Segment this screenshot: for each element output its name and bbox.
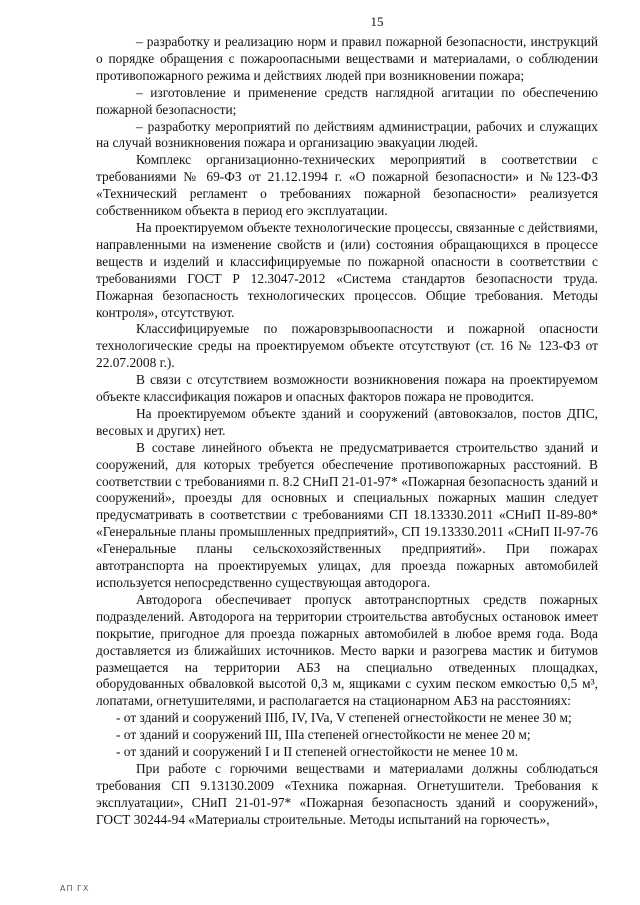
paragraph-dash-3: – разработку мероприятий по действиям администрации, рабочих и служащих на случай возникновения пожара и организацию эвакуации людей. xyxy=(96,118,598,151)
paragraph: На проектируемом объекте зданий и сооружений (автовокзалов, постов ДПС, весовых и других) нет. xyxy=(96,405,598,438)
list-item: - от зданий и сооружений IIIб, IV, IVa, V степеней огнестойкости не менее 30 м; xyxy=(116,710,572,726)
paragraph: В составе линейного объекта не предусматривается строительство зданий и сооружений, для которых требуется обеспечение противопожарных расстояний. В соответствии с требованиями п. 8.2 СНиП 21-01-97* «Пожарная безопасность зданий и сооружений», проезды для основных и специальных пожарных машин следует предусматривать в соответствии с требованиями СП 18.13330.2011 «СНиП II-89-80* «Генеральные планы промышленных предприятий», СП 19.13330.2011 «СНиП II-97-76 «Генеральные планы сельскохозяйственных предприятий». При пожарах автотранспорта на проектируемых улицах, для проезда пожарных автомобилей используется непосредственно существующая автодорога. xyxy=(96,439,598,590)
page-body xyxy=(96,34,598,829)
page-number: 15 xyxy=(370,14,384,29)
paragraph: Классифицируемые по пожаровзрывоопасности и пожарной опасности технологические среды на проектируемом объекте отсутствуют (ст. 16 № 123-ФЗ от 22.07.2008 г.). xyxy=(96,321,598,371)
paragraph: На проектируемом объекте технологические процессы, связанные с действиями, направленными на изменение свойств и (или) состояния обращающихся в процессе веществ и изделий и классифицируемые по пожарной опасности в соответствии с требованиями ГОСТ Р 12.3047-2012 «Система стандартов безопасности труда. Пожарная безопасность технологических процессов. Общие требования. Методы контроля», отсутствуют. xyxy=(96,219,598,320)
paragraph-dash-2: – изготовление и применение средств наглядной агитации по обеспечению пожарной безопасности; xyxy=(96,84,598,117)
list-item: - от зданий и сооружений III, IIIa степеней огнестойкости не менее 20 м; xyxy=(116,727,531,743)
list-item: - от зданий и сооружений I и II степеней огнестойкости не менее 10 м. xyxy=(116,744,519,760)
paragraph: Автодорога обеспечивает пропуск автотранспортных средств пожарных подразделений. Автодорога на территории строительства автобусных остановок имеет покрытие, пригодное для проезда пожарных автомобилей в любое время года. Вода доставляется из ближайших источников. Место варки и разогрева мастик и битумов размещается на территории АБЗ на специально отведенных площадках, оборудованных обваловкой высотой 0,3 м, ящиками с сухим песком емкостью 0,5 м³, лопатами, огнетушителями, и располагается на стационарном АБЗ на расстояниях: xyxy=(96,591,598,709)
paragraph: При работе с горючими веществами и материалами должны соблюдаться требования СП 9.13130.2009 «Техника пожарная. Огнетушители. Требования к эксплуатации», СНиП 21-01-97* «Пожарная безопасность зданий и сооружений», ГОСТ 30244-94 «Материалы строительные. Методы испытаний на горючесть», xyxy=(96,760,598,827)
paragraph: Комплекс организационно-технических мероприятий в соответствии с требованиями № 69-ФЗ от 21.12.1994 г. «О пожарной безопасности» и №123-ФЗ «Технический регламент о требованиях пожарной безопасности» реализуется собственником объекта в период его эксплуатации. xyxy=(96,152,598,219)
paragraph: В связи с отсутствием возможности возникновения пожара на проектируемом объекте классификация пожаров и опасных факторов пожара не проводится. xyxy=(96,372,598,405)
paragraph-dash-1: – разработку и реализацию норм и правил пожарной безопасности, инструкций о порядке обращения с пожароопасными веществами и материалами, о соблюдении противопожарного режима и действиях людей при возникновении пожара; xyxy=(96,34,598,83)
footer-mark: АП ГХ xyxy=(60,884,90,893)
